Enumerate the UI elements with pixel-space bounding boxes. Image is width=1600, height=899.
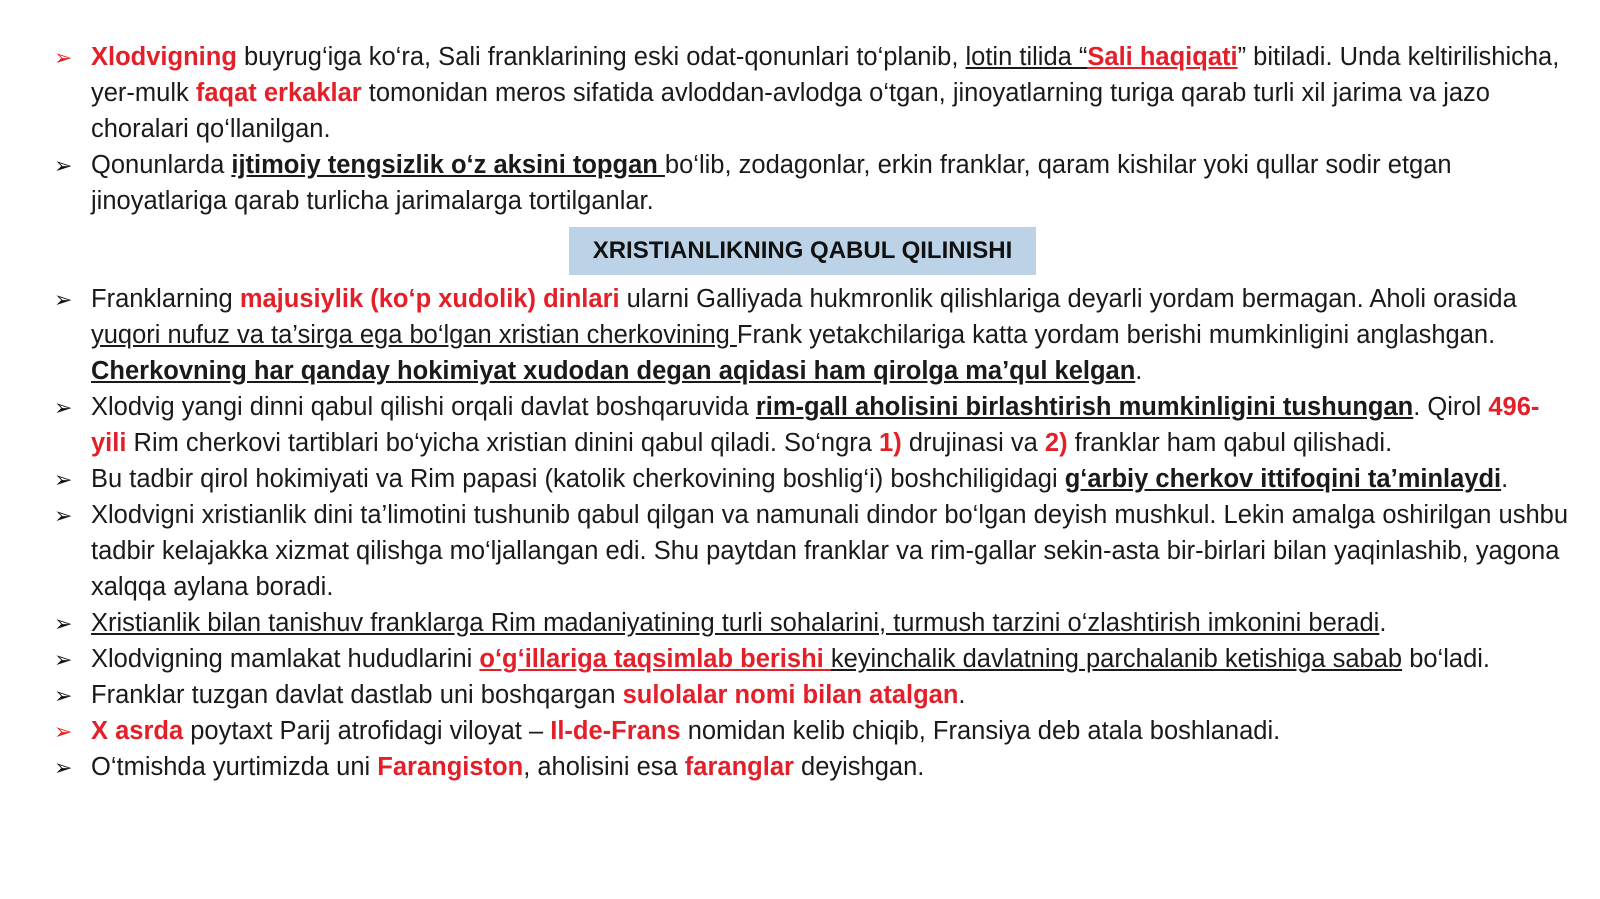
text-span: o‘g‘illariga taqsimlab berishi: [479, 645, 831, 673]
text-span: bo‘lib, zodagonlar, erkin franklar, qaram kishilar yoki qullar sodir etgan jinoyatlariga qarab turlicha jarimalarga tortilganlar.: [91, 151, 1452, 215]
text-span: faranglar: [684, 753, 794, 781]
arrow-bullet-icon: ➢: [54, 503, 73, 528]
text-span: . Qirol: [1413, 393, 1489, 421]
arrow-bullet-icon: ➢: [54, 683, 73, 708]
text-span: yuqori nufuz va ta’sirga ega bo‘lgan xristian cherkovining: [91, 321, 737, 349]
text-span: Rim cherkovi tartiblari bo‘yicha xristian dinini qabul qiladi. So‘ngra: [126, 429, 880, 457]
text-span: , aholisini esa: [523, 753, 685, 781]
text-span: O‘tmishda yurtimizda uni: [91, 753, 378, 781]
text-span: .: [1501, 465, 1509, 493]
text-span: buyrug‘iga ko‘ra, Sali franklarining eski odat-qonunlari to‘planib,: [236, 43, 966, 71]
bullet-item-3: [54, 281, 1569, 389]
text-span: ularni Galliyada hukmronlik qilishlariga deyarli yordam bermagan. Aholi orasida: [619, 285, 1517, 313]
text-span: keyinchalik davlatning parchalanib ketishiga sabab: [830, 645, 1403, 673]
bullet-item-4: [54, 389, 1569, 461]
text-span: franklar ham qabul qilishadi.: [1067, 429, 1393, 457]
text-span: ijtimoiy tengsizlik o‘z aksini topgan: [231, 151, 665, 179]
arrow-bullet-icon: ➢: [54, 611, 73, 636]
bullet-list-main: [54, 281, 1569, 785]
bullet-item-1: [54, 39, 1569, 147]
text-span: Xristianlik bilan tanishuv franklarga Rim madaniyatining turli sohalarini, turmush tarzini o‘zlashtirish imkonini beradi: [91, 609, 1380, 637]
bullet-item-6: [54, 497, 1569, 605]
section-heading: XRISTIANLIKNING QABUL QILINISHI: [569, 227, 1036, 275]
text-span: .: [1135, 357, 1143, 385]
bullet-item-10: [54, 713, 1569, 749]
text-span: .: [1379, 609, 1387, 637]
text-span: Franklarning: [91, 285, 240, 313]
text-span: Farangiston: [377, 753, 524, 781]
text-span: Franklar tuzgan davlat dastlab uni boshqargan: [91, 681, 623, 709]
text-span: Il-de-Frans: [550, 717, 681, 745]
bullet-item-8: [54, 641, 1569, 677]
text-span: majusiylik (ko‘p xudolik) dinlari: [239, 285, 620, 313]
arrow-bullet-icon: ➢: [54, 467, 73, 492]
bullet-item-11: [54, 749, 1569, 785]
text-span: Xlodvigning mamlakat hududlarini: [91, 645, 480, 673]
text-span: rim-gall aholisini birlashtirish mumkinligini tushungan: [755, 393, 1414, 421]
bullet-item-9: [54, 677, 1569, 713]
arrow-bullet-icon: ➢: [54, 287, 73, 312]
text-span: 496-yili: [91, 393, 1540, 457]
text-span: tomonidan meros sifatida avloddan-avlodga o‘tgan, jinoyatlarning turiga qarab turli xil jarima va jazo choralari qo‘llanilgan.: [91, 79, 1490, 143]
text-span: Qonunlarda: [91, 151, 232, 179]
bullet-item-7: [54, 605, 1569, 641]
text-span: Xlodvig yangi dinni qabul qilishi orqali davlat boshqaruvida: [91, 393, 756, 421]
text-span: Sali haqiqati: [1087, 43, 1238, 71]
text-span: .: [958, 681, 966, 709]
arrow-bullet-icon: ➢: [54, 647, 73, 672]
text-span: Bu tadbir qirol hokimiyati va Rim papasi (katolik cherkovining boshlig‘i) boshchiligidagi: [91, 465, 1065, 493]
text-span: Cherkovning har qanday hokimiyat xudodan degan aqidasi ham qirolga ma’qul kelgan: [91, 357, 1136, 385]
arrow-bullet-icon: ➢: [54, 153, 73, 178]
text-span: bo‘ladi.: [1402, 645, 1491, 673]
text-span: X asrda: [91, 717, 184, 745]
text-span: Xlodvigning: [91, 43, 237, 71]
text-span: faqat erkaklar: [195, 79, 362, 107]
text-span: ” bitiladi. Unda keltirilishicha, yer-mulk: [91, 43, 1560, 107]
bullet-list-top: [54, 39, 1569, 219]
arrow-bullet-icon: ➢: [54, 395, 73, 420]
bullet-item-5: [54, 461, 1569, 497]
arrow-bullet-icon: ➢: [54, 45, 73, 70]
text-span: sulolalar nomi bilan atalgan: [622, 681, 959, 709]
text-span: g‘arbiy cherkov ittifoqini ta’minlaydi: [1064, 465, 1502, 493]
text-span: 1): [879, 429, 902, 457]
arrow-bullet-icon: ➢: [54, 755, 73, 780]
text-span: deyishgan.: [793, 753, 925, 781]
text-span: Xlodvigni xristianlik dini ta’limotini tushunib qabul qilgan va namunali dindor bo‘lgan deyish mushkul. Lekin amalga oshirilgan ushbu tadbir kelajakka xizmat qilishga mo‘ljallangan edi. Shu paytdan franklar va rim-gallar sekin-asta bir-birlari bilan yaqinlashib, yagona xalqqa aylana boradi.: [91, 501, 1569, 601]
text-span: Frank yetakchilariga katta yordam berishi mumkinligini anglashgan.: [736, 321, 1496, 349]
bullet-item-2: [54, 147, 1569, 219]
arrow-bullet-icon: ➢: [54, 719, 73, 744]
text-span: 2): [1044, 429, 1068, 457]
text-span: poytaxt Parij atrofidagi viloyat –: [183, 717, 551, 745]
text-span: lotin tilida “: [965, 43, 1088, 71]
text-span: nomidan kelib chiqib, Fransiya deb atala boshlanadi.: [680, 717, 1281, 745]
text-span: drujinasi va: [901, 429, 1045, 457]
